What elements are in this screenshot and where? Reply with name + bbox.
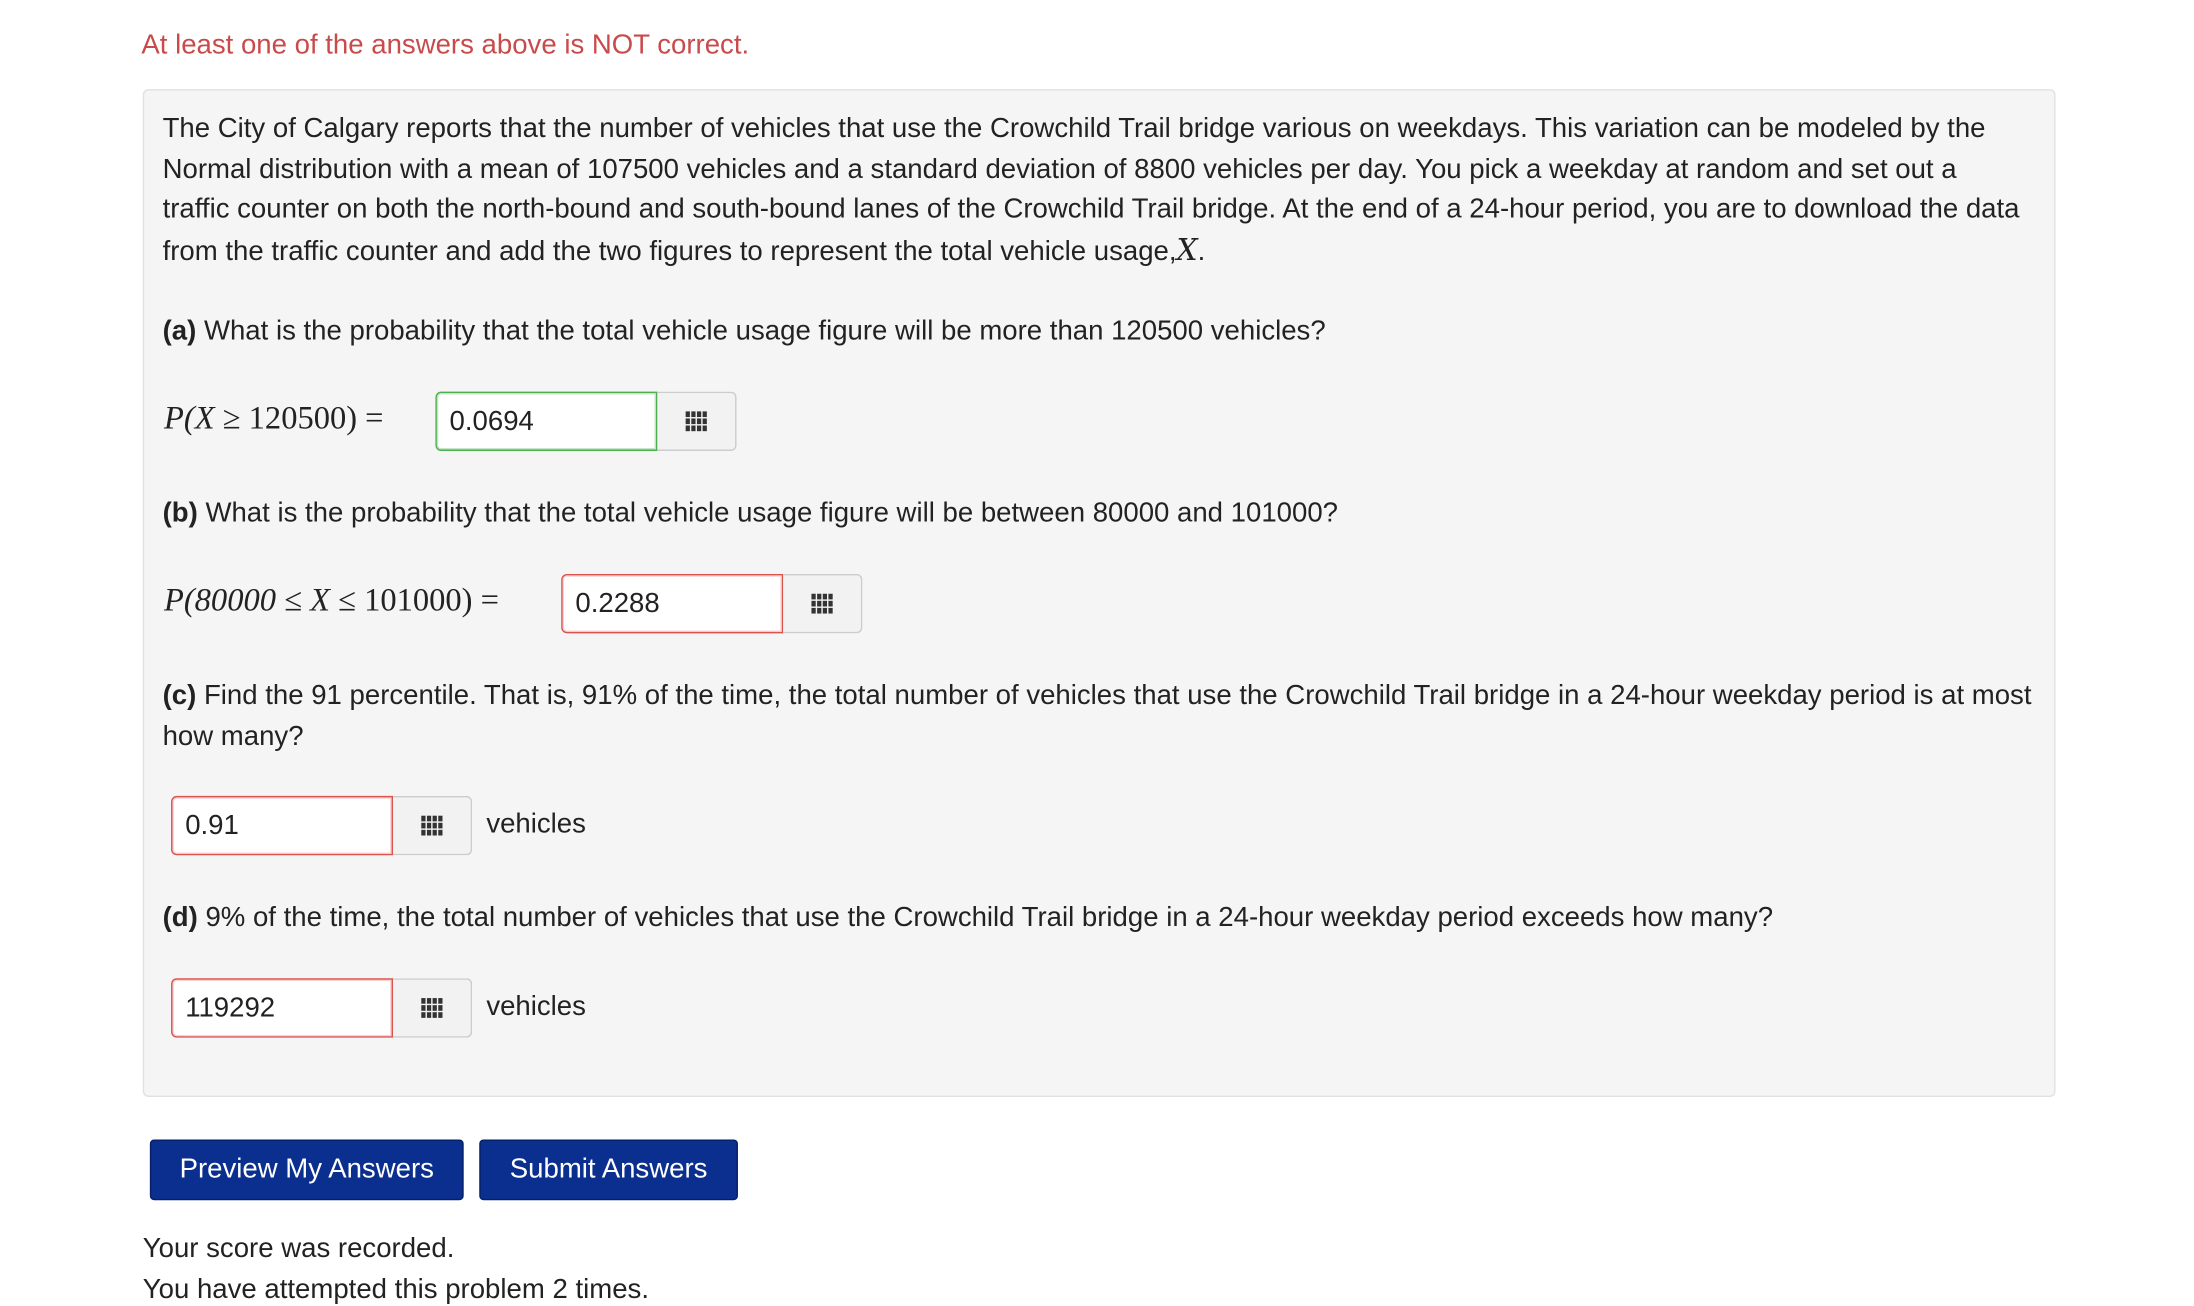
part-b-label: (b) bbox=[162, 497, 198, 529]
part-b-answer-input[interactable]: 0.2288 bbox=[561, 574, 783, 633]
submit-answers-button[interactable]: Submit Answers bbox=[479, 1139, 738, 1200]
equation-editor-grid-icon bbox=[421, 997, 444, 1018]
part-a-equation-editor-button[interactable] bbox=[657, 392, 736, 451]
intro-text: The City of Calgary reports that the number of vehicles that use the Crowchild Trail bridge various on weekdays. This variation can be modeled by the Normal distribution with a mean of 107500 vehicles and a standard deviation of 8800 vehicles per day. You pick a weekday at random and set out a traffic counter on both the north-bound and south-bound lanes of the Crowchild Trail bridge. At the end of a 24-hour period, you are to download the data from the traffic counter and add the two figures to represent the total vehicle usage, bbox=[162, 113, 2020, 268]
intro-end: . bbox=[1197, 236, 1206, 268]
part-a-text: What is the probability that the total vehicle usage figure will be more than 120500 vehicles? bbox=[203, 315, 1326, 347]
part-d-text: 9% of the time, the total number of vehicles that use the Crowchild Trail bridge in a 24-hour weekday period exceeds how many? bbox=[205, 901, 1774, 934]
equation-editor-grid-icon bbox=[811, 593, 834, 614]
part-a-formula bbox=[164, 400, 384, 437]
part-d-unit: vehicles bbox=[486, 991, 586, 1023]
part-c-equation-editor-button[interactable] bbox=[393, 796, 472, 855]
part-c-answer-input[interactable]: 0.91 bbox=[171, 796, 393, 855]
equation-editor-grid-icon bbox=[421, 815, 444, 836]
preview-answers-button[interactable]: Preview My Answers bbox=[150, 1139, 464, 1200]
part-d-question bbox=[163, 898, 2036, 939]
feedback-message: At least one of the answers above is NOT correct. bbox=[141, 29, 750, 61]
part-a-formula-var: X bbox=[194, 400, 215, 436]
part-d-equation-editor-button[interactable] bbox=[393, 978, 472, 1037]
part-b-formula-prefix: P(80000 ≤ bbox=[163, 582, 311, 618]
problem-intro bbox=[163, 109, 2029, 273]
part-a-label: (a) bbox=[162, 315, 197, 347]
part-c-text: Find the 91 percentile. That is, 91% of the time, the total number of vehicles that use the Crowchild Trail bridge in a 24-hour weekday period is at most how many? bbox=[162, 679, 2032, 752]
part-b-equation-editor-button[interactable] bbox=[783, 574, 862, 633]
part-d-label: (d) bbox=[162, 901, 198, 934]
part-b-formula-var: X bbox=[310, 582, 330, 618]
part-d-answer-input[interactable]: 119292 bbox=[171, 978, 393, 1037]
part-c-unit: vehicles bbox=[486, 808, 586, 840]
intro-variable: X bbox=[1176, 233, 1198, 268]
part-a-formula-prefix: P( bbox=[163, 400, 195, 436]
part-c-label: (c) bbox=[162, 679, 197, 712]
part-b-formula bbox=[164, 582, 499, 619]
part-b-question bbox=[163, 493, 2036, 534]
score-status: Your score was recorded. bbox=[142, 1232, 455, 1264]
part-b-text: What is the probability that the total vehicle usage figure will be between 80000 and 101000? bbox=[205, 497, 1339, 529]
part-a-formula-rest: ≥ 120500) = bbox=[214, 400, 384, 436]
part-b-formula-rest: ≤ 101000) = bbox=[329, 582, 499, 618]
equation-editor-grid-icon bbox=[685, 411, 708, 432]
part-a-answer-input[interactable]: 0.0694 bbox=[435, 392, 657, 451]
part-c-question bbox=[163, 676, 2036, 757]
part-a-question bbox=[163, 311, 2036, 352]
attempts-status: You have attempted this problem 2 times. bbox=[142, 1273, 649, 1305]
